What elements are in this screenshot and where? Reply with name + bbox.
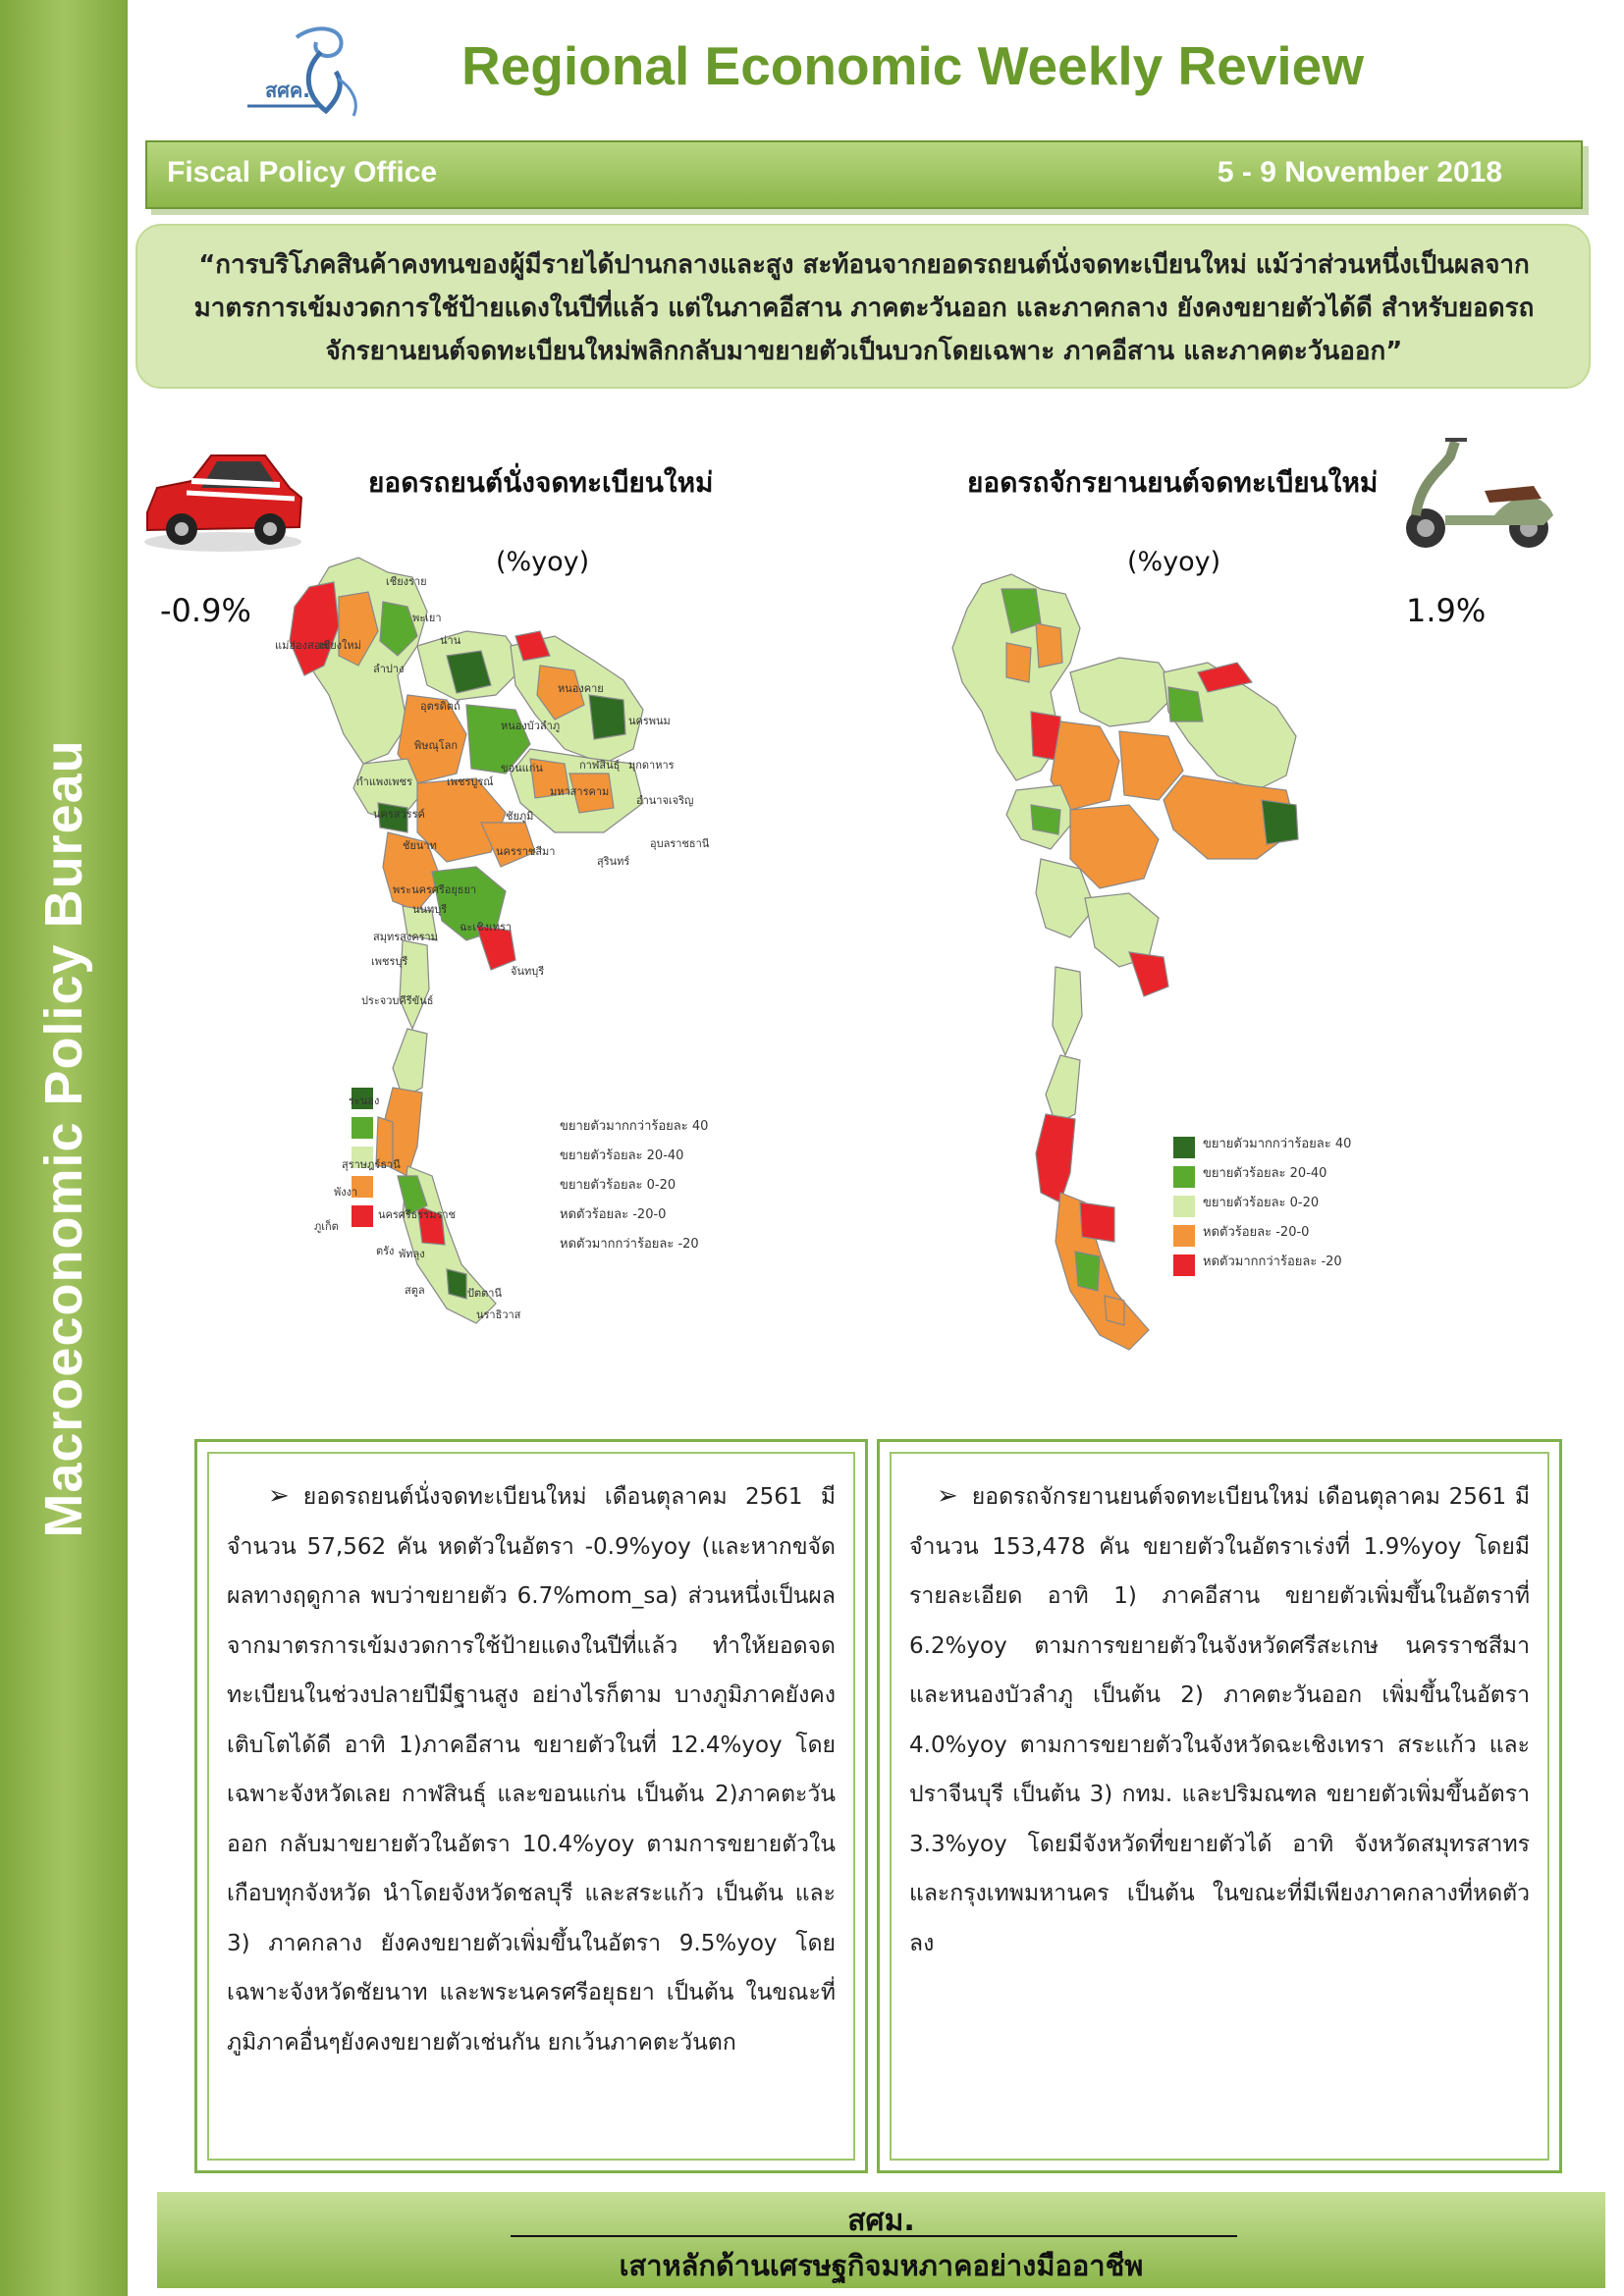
province-label: พระนครศรีอยุธยา [393,883,477,896]
fpo-logo [228,18,390,126]
province-label: อำนาจเจริญ [636,794,694,807]
province-label: พิษณุโลก [414,739,459,752]
province-label: ระนอง [349,1095,380,1107]
left-box-text: ยอดรถยนต์นั่งจดทะเบียนใหม่ เดือนตุลาคม 2561 มีจำนวน 57,562 คัน หดตัวในอัตรา -0.9%yoy (และหากขจัดผลทางฤดูกาล พบว่าขยายตัว 6.7%mom_sa) ส่วนหนึ่งเป็นผลจากมาตรการเข้มงวดการใช้ป้ายแดงในปีที่แล้ว ทำให้ยอดจดทะเบียนในช่วงปลายปีมีฐานสูง อย่างไรก็ตาม บางภูมิภาคยังคงเติบโตได้ดี อาทิ 1)ภาคอีสาน ขยายตัวในที่ 12.4%yoy โดยเฉพาะจังหวัดเลย กาฬสินธุ์ และขอนแก่น เป็นต้น 2)ภาคตะวันออก กลับมาขยายตัวในอัตรา 10.4%yoy ตามการขยายตัวในเกือบทุกจังหวัด นำโดยจังหวัดชลบุรี และสระแก้ว เป็นต้น และ 3) ภาคกลาง ยังคงขยายตัวเพิ่มขึ้นในอัตรา 9.5%yoy โดยเฉพาะจังหวัดชัยนาท และพระนครศรีอยุธยา เป็นต้น ในขณะที่ภูมิภาคอื่นๆยังคงขยายตัวเช่นกัน ยกเว้นภาคตะวันตก [227,1484,836,2056]
right-map-unit: (%yoy) [1127,547,1221,577]
province-label: นครพนม [628,715,671,727]
province-label: พะเยา [412,612,442,624]
province-label: นราธิวาส [476,1308,521,1321]
province-label: สุรินทร์ [597,855,630,868]
province-label: มหาสารคาม [550,785,610,798]
province-label: อุตรดิตถ์ [420,700,460,713]
province-label: ประจวบคีรีขันธ์ [361,994,434,1007]
issue-date: 5 - 9 November 2018 [1217,156,1502,188]
province-label: สมุทรสงคราม [373,931,438,943]
left-map-unit: (%yoy) [496,547,590,577]
footer-divider [511,2235,1237,2237]
province-label: สุราษฎร์ธานี [342,1158,401,1171]
legend-item: หดตัวร้อยละ -20-0 [560,1206,667,1222]
right-box-text: ยอดรถจักรยานยนต์จดทะเบียนใหม่ เดือนตุลาคม 2561 มีจำนวน 153,478 คัน ขยายตัวในอัตราเร่งที่ 1.9%yoy โดยมีรายละเอียด อาทิ 1) ภาคอีสาน ขยายตัวเพิ่มขึ้นในอัตราที่ 6.2%yoy ตามการขยายตัวในจังหวัดศรีสะเกษ นครราชสีมา และหนองบัวลำภู เป็นต้น 2) ภาคตะวันออก เพิ่มขึ้นในอัตรา 4.0%yoy ตามการขยายตัวในจังหวัดฉะเชิงเทรา สระแก้ว และปราจีนบุรี เป็นต้น 3) กทม. และปริมณฑล ขยายตัวเพิ่มขึ้นอัตรา 3.3%yoy โดยมีจังหวัดที่ขยายตัวได้ อาทิ จังหวัดสมุทรสาทร และกรุงเทพมหานคร เป็นต้น ในขณะที่มีเพียงภาคกลางที่หดตัวลง [909,1484,1530,1956]
province-label: นนทบุรี [412,903,448,916]
logo-swirl-icon [228,18,390,126]
arrow-bullet-icon: ➢ [268,1481,290,1511]
province-label: เชียงใหม่ [319,639,361,652]
province-label: อุบลราชธานี [650,837,710,850]
legend-item: ขยายตัวมากกว่าร้อยละ 40 [1203,1136,1352,1151]
province-label: น่าน [440,634,461,647]
province-label: พังงา [334,1186,358,1199]
province-label: ขอนแก่น [501,762,543,774]
document-title: Regional Economic Weekly Review [461,35,1365,96]
province-label: ชัยนาท [403,839,437,852]
province-label: หนองบัวลำภู [501,720,561,732]
logo-text: สศค. [265,79,310,102]
legend-item: หดตัวมากกว่าร้อยละ -20 [1203,1254,1342,1269]
left-text-box [194,1439,868,2173]
province-label: เชียงราย [386,575,427,588]
legend-item: ขยายตัวร้อยละ 20-40 [560,1148,684,1163]
province-label: ชัยภูมิ [506,810,534,823]
province-label: พัทลุง [399,1248,425,1260]
left-legend [560,1110,708,1257]
province-label: สตูล [405,1284,425,1297]
right-text-box [877,1439,1562,2173]
left-map-title: ยอดรถยนต์นั่งจดทะเบียนใหม่ [368,466,714,499]
province-label: เพชรบูรณ์ [447,775,494,788]
province-label: หนองคาย [558,682,604,695]
sidebar-title: Macroeconomic Policy Bureau [34,739,93,1538]
sidebar [0,0,128,2296]
legend-item: หดตัวมากกว่าร้อยละ -20 [560,1236,699,1252]
province-label: มุกดาหาร [628,759,675,772]
left-map-value: -0.9% [160,592,251,629]
province-label: เพชรบุรี [371,955,408,968]
province-label: กาฬสินธุ์ [579,759,621,772]
office-name: Fiscal Policy Office [167,156,438,188]
legend-item: ขยายตัวมากกว่าร้อยละ 40 [560,1118,709,1134]
scooter-icon [1386,432,1563,555]
legend-item: ขยายตัวร้อยละ 20-40 [1203,1165,1327,1181]
province-label: ปัตตานี [467,1287,502,1300]
header-bar [145,140,1583,209]
footer-abbr: สศม. [847,2204,915,2238]
province-label: แม่ฮ่องสอน [275,639,328,652]
right-map-value: 1.9% [1406,592,1487,629]
province-label: กำแพงเพชร [356,775,412,788]
legend-item: ขยายตัวร้อยละ 0-20 [560,1177,677,1193]
right-legend [1203,1128,1351,1275]
province-label: ภูเก็ต [314,1220,339,1233]
footer-slogan: เสาหลักด้านเศรษฐกิจมหภาคอย่างมืออาชีพ [619,2249,1144,2282]
quote-box [135,224,1591,389]
footer [157,2192,1605,2288]
province-label: ตรัง [376,1245,395,1257]
province-label: นครศรีธรรมราช [378,1208,457,1221]
legend-swatches [1173,1137,1195,1276]
legend-item: ขยายตัวร้อยละ 0-20 [1203,1195,1320,1210]
province-label: ฉะเชิงเทรา [460,921,513,934]
province-label: ลำปาง [373,663,405,675]
province-label: นครราชสีมา [496,845,556,858]
province-label: นครสวรรค์ [373,808,425,821]
right-map-title: ยอดรถจักรยานยนต์จดทะเบียนใหม่ [967,466,1379,499]
legend-item: หดตัวร้อยละ -20-0 [1203,1224,1310,1240]
arrow-bullet-icon: ➢ [937,1481,958,1511]
quote-text: “การบริโภคสินค้าคงทนของผู้มีรายได้ปานกลางและสูง สะท้อนจากยอดรถยนต์นั่งจดทะเบียนใหม่ แม้ว่าส่วนหนึ่งเป็นผลจากมาตรการเข้มงวดการใช้ป้ายแดงในปีที่แล้ว แต่ในภาคอีสาน ภาคตะวันออก และภาคกลาง ยังคงขยายตัวได้ดี สำหรับยอดรถจักรยานยนต์จดทะเบียนใหม่พลิกกลับมาขยายตัวเป็นบวกโดยเฉพาะ ภาคอีสาน และภาคตะวันออก” [193,250,1535,366]
province-label: จันทบุรี [511,965,545,978]
